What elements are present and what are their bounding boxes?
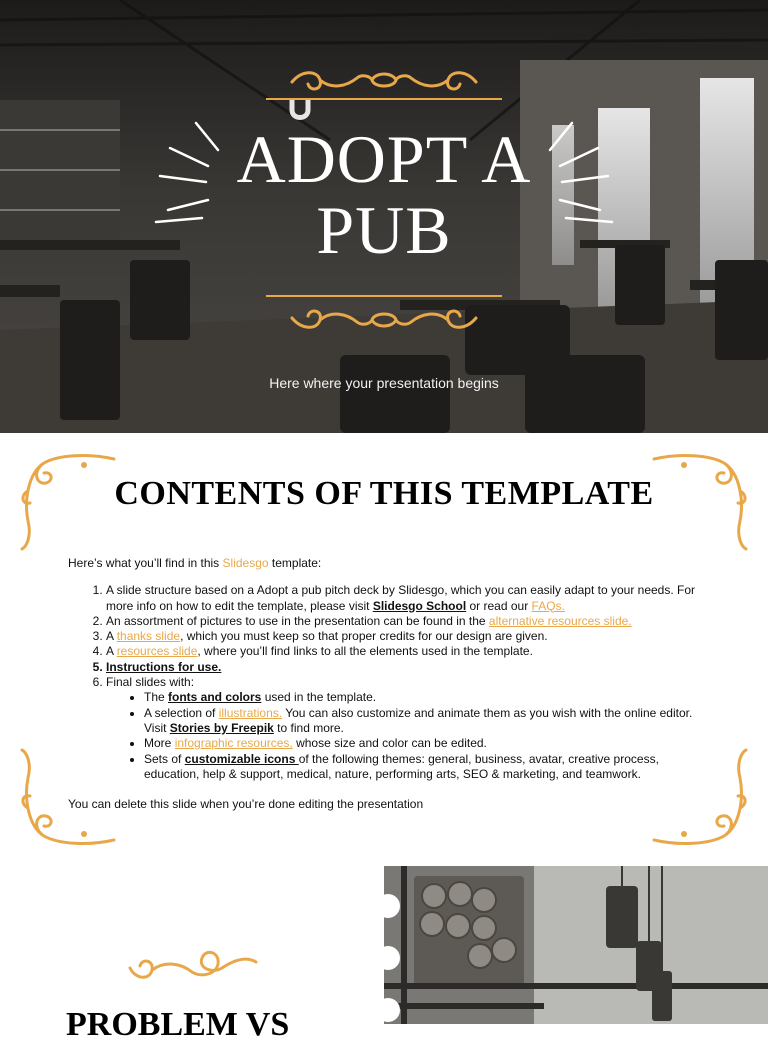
list-item: 2. An assortment of pictures to use in the presentation can be found in the alternative resources slide. — [106, 614, 708, 629]
list-item: 1. A slide structure based on a Adopt a pub pitch deck by Slidesgo, which you can easily adapt to your needs. For more info on how to edit the template, please visit Slidesgo School or read our FAQs. — [106, 583, 708, 614]
list-item: 6. Final slides with: • The fonts and colors used in the template. • A selection of illustrations. You can also customize and animate them as you wish with the online editor. Visit Stories by Freepik to find more. • More infographic resources, whose size and color can be edited. • Sets of customizable icons of the following themes: general, business, avatar, creative process, education, help & support, medical, nature, performing arts, SEO & marketing, and teamwork. — [106, 675, 708, 782]
list-item — [106, 660, 708, 675]
problem-slide — [0, 866, 768, 1043]
bottom-ornament — [262, 288, 506, 334]
illustrations-link[interactable]: illustrations. — [218, 705, 283, 720]
contents-list — [68, 583, 708, 782]
slidesgo-link[interactable]: Slidesgo — [222, 556, 269, 570]
contents-body — [68, 556, 708, 812]
stories-by-freepik-link[interactable]: Stories by Freepik — [169, 720, 274, 735]
contents-slide — [0, 433, 768, 866]
instructions-link[interactable]: Instructions for use. — [106, 659, 222, 674]
list-item: 3. A thanks slide, which you must keep so that proper credits for our design are given. — [106, 629, 708, 644]
title-line-2: PUB — [316, 192, 452, 268]
top-ornament — [262, 66, 506, 122]
contents-heading: CONTENTS OF THIS TEMPLATE — [114, 475, 654, 512]
list-item: 4. A resources slide, where you’ll find links to all the elements used in the template. — [106, 644, 708, 659]
slidesgo-school-link[interactable]: Slidesgo School — [372, 598, 467, 613]
fonts-colors-link[interactable]: fonts and colors — [168, 690, 262, 705]
sublist-item: • The fonts and colors used in the template. — [144, 690, 708, 705]
customizable-icons-link[interactable]: customizable icons — [184, 751, 299, 766]
sublist-item: • More infographic resources, whose size and color can be edited. — [144, 736, 708, 751]
footer-note: You can delete this slide when you’re done editing the presentation — [68, 797, 424, 812]
subtitle: Here where your presentation begins — [269, 375, 499, 391]
title-line-1: ADOPT A — [236, 121, 532, 197]
sublist-item: • Sets of customizable icons of the following themes: general, business, avatar, creative process, education, help & support, medical, nature, performing arts, SEO & marketing, and teamwork. — [144, 752, 708, 783]
bar-photo — [384, 866, 768, 1024]
intro-text-end: template: — [268, 556, 322, 570]
small-ornament — [126, 938, 260, 986]
thanks-slide-link[interactable]: thanks slide — [116, 629, 181, 644]
title-slide — [0, 0, 768, 433]
alternative-resources-link[interactable]: alternative resources slide. — [488, 613, 632, 628]
resources-slide-link[interactable]: resources slide — [116, 644, 198, 659]
infographic-resources-link[interactable]: infographic resources, — [174, 736, 293, 751]
faqs-link[interactable]: FAQs. — [531, 598, 565, 613]
intro-text: Here’s what you’ll find in this — [68, 556, 223, 570]
final-slides-sublist — [106, 690, 708, 782]
problem-heading: PROBLEM VS — [66, 1006, 290, 1043]
sublist-item: • A selection of illustrations. You can also customize and animate them as you wish with the online editor. Visit Stories by Freepik to find more. — [144, 706, 708, 737]
intro-paragraph — [68, 556, 708, 571]
